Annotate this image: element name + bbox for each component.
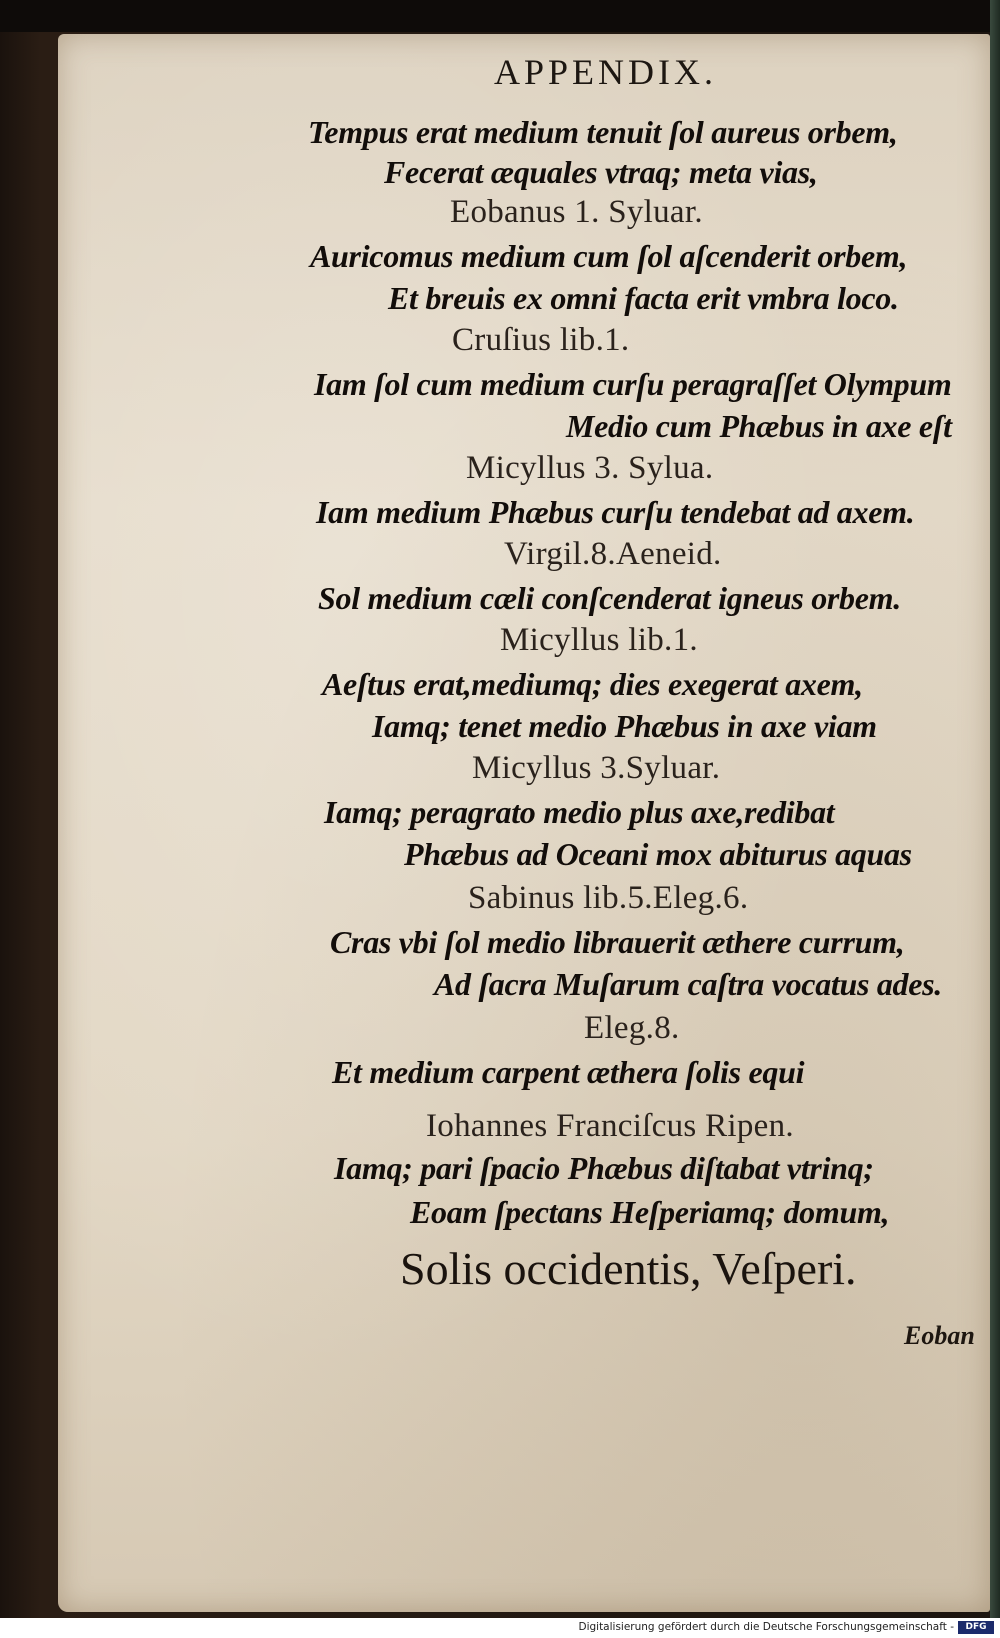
source-citation-7: Sabinus lib.5.Eleg.6. <box>468 880 749 916</box>
verse-line-2: Fecerat æquales vtraq; meta vias, <box>384 154 818 190</box>
dfg-logo: DFG <box>958 1621 994 1634</box>
verse-line-16: Iamq; pari ſpacio Phæbus diſtabat vtrinq; <box>334 1150 874 1186</box>
verse-line-13: Cras vbi ſol medio librauerit æthere currum, <box>330 924 905 960</box>
source-citation-2: Cruſius lib.1. <box>452 322 630 358</box>
verse-line-4: Et breuis ex omni facta erit vmbra loco. <box>388 280 899 316</box>
source-citation-3: Micyllus 3. Sylua. <box>466 450 714 486</box>
source-citation-6: Micyllus 3.Syluar. <box>472 750 721 786</box>
source-citation-5: Micyllus lib.1. <box>500 622 698 658</box>
digitization-footer <box>0 1618 1000 1638</box>
page-title: APPENDIX. <box>494 52 718 92</box>
source-citation-9: Iohannes Franciſcus Ripen. <box>426 1108 794 1144</box>
verse-line-11: Iamq; peragrato medio plus axe,redibat <box>324 794 835 830</box>
section-heading: Solis occidentis, Veſperi. <box>400 1243 857 1294</box>
verse-line-1: Tempus erat medium tenuit ſol aureus orbem, <box>308 114 898 150</box>
footer-credit: Digitalisierung gefördert durch die Deutsche Forschungsgemeinschaft - <box>578 1621 954 1633</box>
scan-right-edge <box>990 0 1000 1618</box>
verse-line-5: Iam ſol cum medium curſu peragraſſet Olympum <box>314 366 952 402</box>
verse-line-9: Aeſtus erat,mediumq; dies exegerat axem, <box>322 666 863 702</box>
verse-line-10: Iamq; tenet medio Phæbus in axe viam <box>372 708 877 744</box>
verse-line-7: Iam medium Phæbus curſu tendebat ad axem. <box>316 494 915 530</box>
verse-line-6: Medio cum Phæbus in axe eſt <box>566 408 952 444</box>
verse-line-8: Sol medium cæli conſcenderat igneus orbem. <box>318 580 901 616</box>
source-citation-1: Eobanus 1. Syluar. <box>450 194 703 230</box>
verse-line-15: Et medium carpent æthera ſolis equi <box>332 1054 805 1090</box>
catchword: Eoban <box>904 1321 975 1350</box>
verse-line-3: Auricomus medium cum ſol aſcenderit orbem, <box>310 238 908 274</box>
book-page <box>58 34 990 1612</box>
scan-top-edge <box>0 0 1000 32</box>
verse-line-12: Phæbus ad Oceani mox abiturus aquas <box>404 836 912 872</box>
source-citation-4: Virgil.8.Aeneid. <box>504 536 722 572</box>
verse-line-14: Ad ſacra Muſarum caſtra vocatus ades. <box>434 966 943 1002</box>
verse-line-17: Eoam ſpectans Heſperiamq; domum, <box>410 1194 890 1230</box>
source-citation-8: Eleg.8. <box>584 1010 680 1046</box>
